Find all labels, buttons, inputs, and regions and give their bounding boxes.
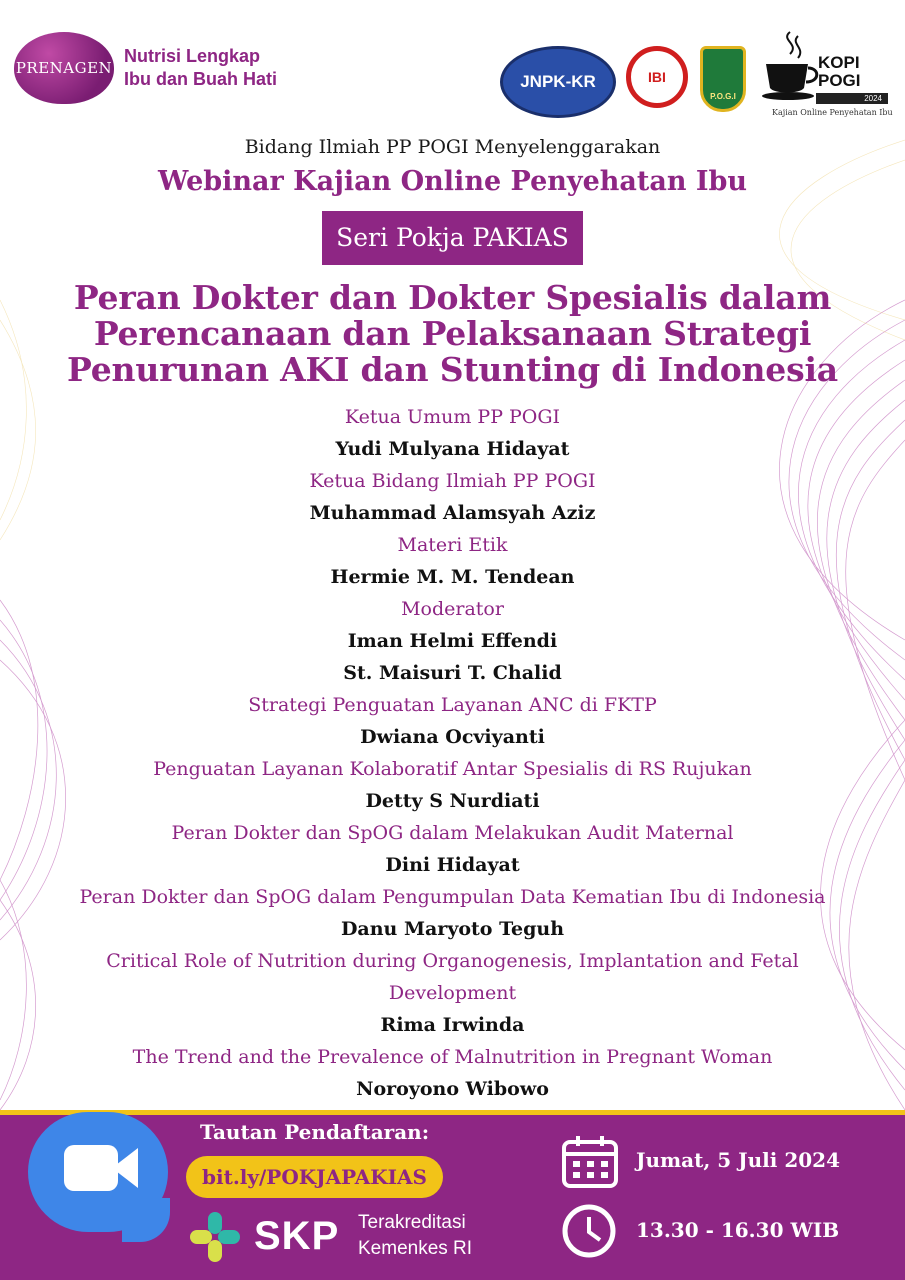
pogi-logo [700, 46, 746, 112]
program-person: Noroyono Wibowo [356, 1078, 549, 1100]
accreditation-line-1: Terakreditasi [358, 1212, 466, 1233]
kopi-pogi-logo [760, 30, 895, 125]
headline-line-1: Peran Dokter dan Dokter Spesialis dalam [73, 278, 832, 317]
kopi-subtitle: Kajian Online Penyehatan Ibu [772, 108, 893, 117]
prenagen-tagline [124, 45, 277, 91]
kopi-word: KOPI [818, 53, 860, 72]
program-person: Dini Hidayat [385, 854, 520, 876]
registration-label: Tautan Pendaftaran: [200, 1120, 430, 1144]
program-item [30, 753, 875, 817]
webinar-title: Webinar Kajian Online Penyehatan Ibu [157, 166, 748, 197]
program-item [30, 593, 875, 689]
headline-line-2: Perencanaan dan Pelaksanaan Strategi [93, 314, 812, 353]
video-camera-lens-icon [112, 1148, 138, 1188]
event-date: Jumat, 5 Juli 2024 [636, 1148, 840, 1172]
program-item [30, 529, 875, 593]
skp-icon [188, 1210, 242, 1264]
pogi-word: POGI [818, 71, 861, 90]
program-item [30, 817, 875, 881]
program-role: Moderator [401, 598, 504, 620]
clock-icon [560, 1202, 618, 1260]
headline-line-3: Penurunan AKI dan Stunting di Indonesia [67, 350, 838, 389]
jnpk-kr-logo-text: JNPK-KR [520, 72, 596, 91]
tagline-line-1: Nutrisi Lengkap [124, 46, 261, 66]
program-role: The Trend and the Prevalence of Malnutrition in Pregnant Woman [132, 1046, 773, 1068]
program-person: Muhammad Alamsyah Aziz [309, 502, 596, 524]
prenagen-logo-text: PRENAGEN [15, 59, 113, 77]
tagline-line-2: Ibu dan Buah Hati [124, 69, 277, 89]
program-role: Strategi Penguatan Layanan ANC di FKTP [248, 694, 657, 716]
speaker-program [30, 401, 875, 1105]
intro-text: Bidang Ilmiah PP POGI Menyelenggarakan [244, 136, 661, 158]
program-person: Iman Helmi Effendi [347, 630, 558, 652]
kopi-pogi-title [818, 54, 861, 90]
jnpk-kr-logo [500, 46, 616, 118]
prenagen-logo [14, 32, 114, 104]
program-person: Rima Irwinda [380, 1014, 525, 1036]
program-item [30, 465, 875, 529]
prenagen-brand [14, 32, 277, 104]
program-person: Dwiana Ocviyanti [360, 726, 545, 748]
video-camera-icon [64, 1145, 118, 1191]
pogi-logo-text: P.O.G.I [710, 92, 736, 101]
program-role: Ketua Umum PP POGI [344, 406, 561, 428]
series-banner [0, 211, 905, 265]
program-person: Yudi Mulyana Hidayat [335, 438, 570, 460]
program-item [30, 881, 875, 945]
program-item [30, 1041, 875, 1105]
program-person: Danu Maryoto Teguh [340, 918, 565, 940]
program-person: St. Maisuri T. Chalid [343, 662, 562, 684]
program-role: Critical Role of Nutrition during Organogenesis, Implantation and Fetal Development [106, 950, 799, 1004]
kopi-year: 2024 [816, 93, 888, 104]
ibi-logo [626, 46, 688, 108]
program-item [30, 945, 875, 1041]
series-label: Seri Pokja PAKIAS [322, 211, 583, 265]
headline [0, 280, 905, 388]
accreditation-text [358, 1210, 472, 1262]
ibi-logo-text: IBI [648, 69, 666, 85]
program-role: Ketua Bidang Ilmiah PP POGI [309, 470, 596, 492]
program-role: Penguatan Layanan Kolaboratif Antar Spesialis di RS Rujukan [153, 758, 752, 780]
registration-link[interactable]: bit.ly/POKJAPAKIAS [186, 1156, 443, 1198]
coffee-cup-icon [760, 30, 820, 102]
accreditation-line-2: Kemenkes RI [358, 1238, 473, 1259]
program-item [30, 689, 875, 753]
program-item [30, 401, 875, 465]
program-role: Materi Etik [397, 534, 508, 556]
skp-label: SKP [254, 1214, 340, 1258]
partner-logos [500, 30, 895, 125]
program-person: Hermie M. M. Tendean [330, 566, 575, 588]
event-time: 13.30 - 16.30 WIB [636, 1218, 840, 1242]
program-role: Peran Dokter dan SpOG dalam Melakukan Audit Maternal [171, 822, 734, 844]
program-role: Peran Dokter dan SpOG dalam Pengumpulan Data Kematian Ibu di Indonesia [79, 886, 826, 908]
program-person: Detty S Nurdiati [365, 790, 540, 812]
calendar-icon [560, 1134, 620, 1190]
